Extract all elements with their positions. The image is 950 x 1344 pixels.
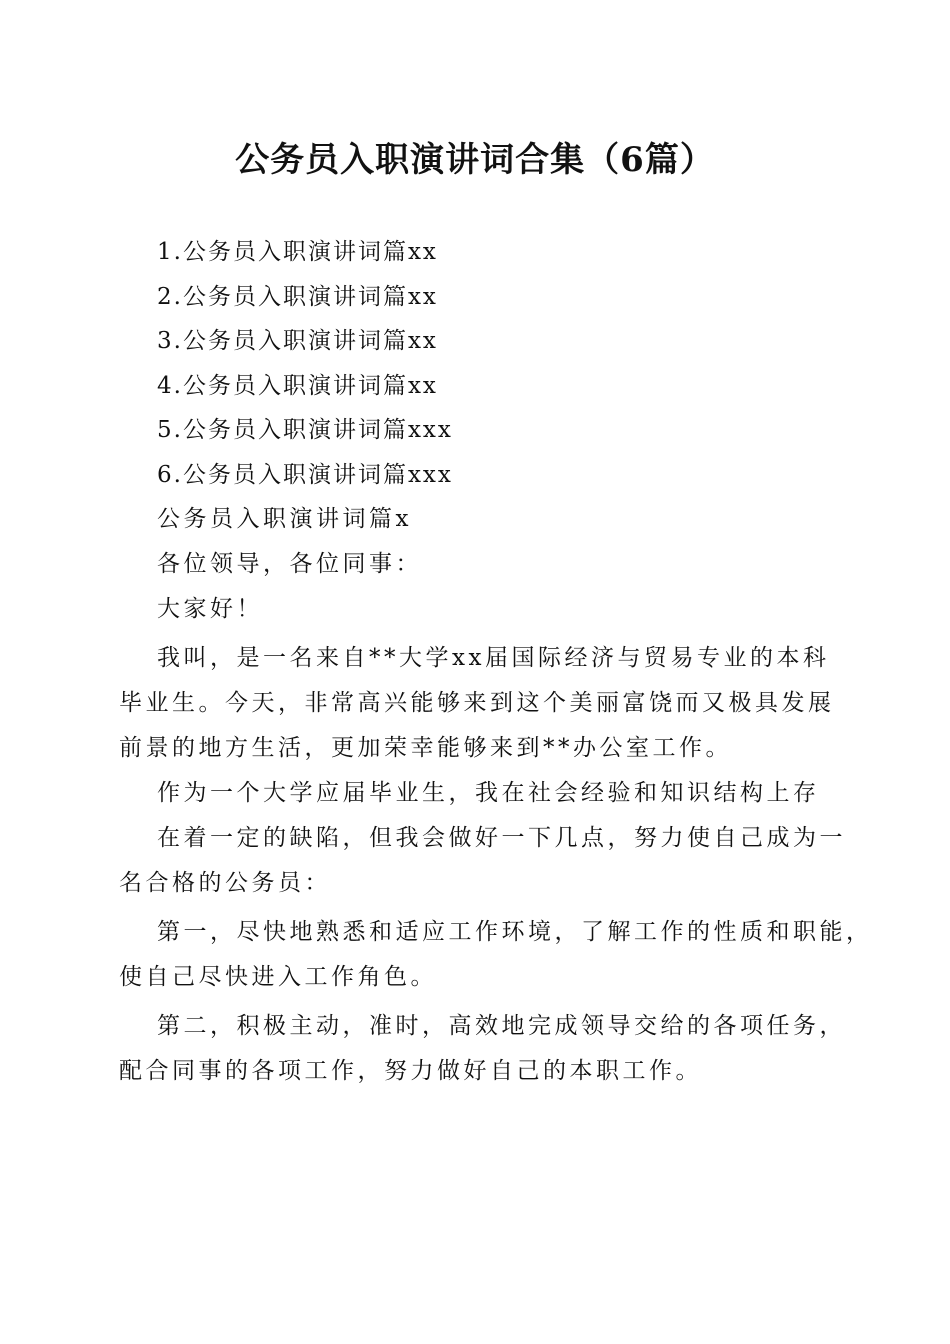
greeting: 大家好！ — [157, 596, 263, 622]
paragraph-line: 作为一个大学应届毕业生，我在社会经验和知识结构上存 — [157, 780, 820, 806]
toc-item: 6.公务员入职演讲词篇xxx — [157, 461, 453, 488]
paragraph-line: 毕业生。今天，非常高兴能够来到这个美丽富饶而又极具发展 — [119, 690, 835, 716]
paragraph-line: 前景的地方生活，更加荣幸能够来到**办公室工作。 — [119, 735, 732, 761]
salutation: 各位领导，各位同事： — [157, 551, 422, 577]
paragraph-line: 使自己尽快进入工作角色。 — [119, 964, 437, 990]
document-title: 公务员入职演讲词合集（6篇） — [235, 140, 715, 180]
toc-item: 2.公务员入职演讲词篇xx — [157, 283, 438, 310]
section-heading: 公务员入职演讲词篇x — [157, 506, 412, 532]
paragraph-line: 名合格的公务员： — [119, 870, 331, 896]
paragraph-line: 配合同事的各项工作，努力做好自己的本职工作。 — [119, 1058, 702, 1084]
toc-item: 5.公务员入职演讲词篇xxx — [157, 417, 453, 444]
document-body — [119, 497, 873, 1094]
table-of-contents — [157, 230, 857, 498]
toc-item: 3.公务员入职演讲词篇xx — [157, 328, 438, 355]
paragraph-line: 我叫，是一名来自**大学xx届国际经济与贸易专业的本科 — [157, 645, 830, 671]
paragraph-line: 第一，尽快地熟悉和适应工作环境，了解工作的性质和职能， — [157, 919, 873, 945]
paragraph-line: 在着一定的缺陷，但我会做好一下几点，努力使自己成为一 — [157, 825, 846, 851]
paragraph-line: 第二，积极主动，准时，高效地完成领导交给的各项任务， — [157, 1013, 846, 1039]
toc-item: 1.公务员入职演讲词篇xx — [157, 239, 438, 265]
toc-item: 4.公务员入职演讲词篇xx — [157, 372, 438, 399]
